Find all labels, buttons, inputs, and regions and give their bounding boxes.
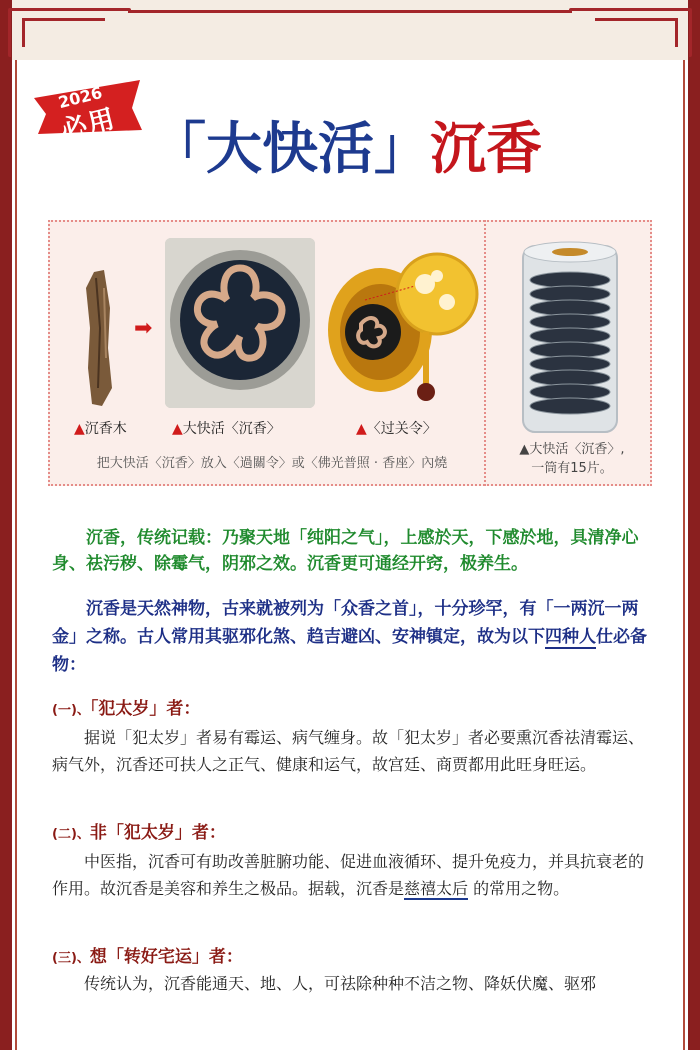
page-title (150, 105, 610, 185)
intro-green-paragraph: 沉香，传统记载：乃聚天地「纯阳之气」，上感於天，下感於地，具清净心身、祛污秽、除霉气，阴邪之效。沉香更可通经开窍，极养生。 (52, 528, 639, 574)
fretwork-inner-right (595, 18, 678, 47)
incense-disc-image (165, 238, 315, 408)
title-brand: 「大快活」 (150, 116, 430, 182)
label-fan: ▲〈过关令〉 (356, 421, 437, 437)
title-product: 沉香 (430, 116, 542, 182)
section-1-body: 据说「犯太岁」者易有霉运、病气缠身。故「犯太岁」者必要熏沉香祛清霉运、病气外，沉香还可扶人之正气、健康和运气，故宫廷、商贾都用此旺身旺运。 (52, 728, 645, 774)
four-kinds-underlined: 四种人 (545, 627, 596, 647)
badge (28, 78, 146, 147)
top-border-line (128, 10, 572, 13)
fretwork-inner-left (22, 18, 105, 47)
guoguanling-fan-image (325, 240, 480, 412)
badge-label: 必用 (57, 103, 120, 147)
left-inner-line (15, 60, 17, 1050)
section-2-body: 中医指，沉香可有助改善脏腑功能、促进血液循环、提升免疫力，并具抗衰老的作用。故沉香是美容和养生之极品。据载，沉香是慈禧太后 的常用之物。 (52, 852, 645, 898)
badge-year: 2026 (56, 82, 105, 113)
incense-tube-image (517, 240, 623, 436)
panel-divider (484, 220, 486, 486)
section-3-heading: (三)、想「转好宅运」者： (52, 947, 243, 967)
intro-blue-paragraph: 沉香是天然神物，古来就被列为「众香之首」，十分珍罕，有「一两沉一两金」之称。古人常用其驱邪化煞、趋吉避凶、安神镇定，故为以下四种人仕必备物： (52, 599, 647, 675)
left-frame-bar (0, 0, 12, 1050)
label-incense-disc: ▲大快活〈沉香〉 (172, 421, 281, 437)
section-3-body: 传统认为，沉香能通天、地、人，可祛除种种不洁之物、降妖伏魔、驱邪 (84, 974, 597, 993)
agarwood-image (80, 268, 120, 408)
cixi-underlined: 慈禧太后 (404, 879, 469, 898)
right-frame-bar (688, 0, 700, 1050)
arrow-icon: ➡ (134, 316, 153, 341)
section-1-heading: (一)、「犯太岁」者： (52, 699, 201, 719)
tube-caption: ▲大快活〈沉香〉, 一筒有15片。 (519, 442, 625, 476)
section-2-heading: (二)、非「犯太岁」者： (52, 823, 226, 843)
label-agarwood: ▲沉香木 (74, 421, 127, 437)
right-inner-line (683, 60, 685, 1050)
panel-caption: 把大快活〈沉香〉放入〈過關令〉或〈佛光普照 · 香座〉內燒 (96, 456, 448, 471)
